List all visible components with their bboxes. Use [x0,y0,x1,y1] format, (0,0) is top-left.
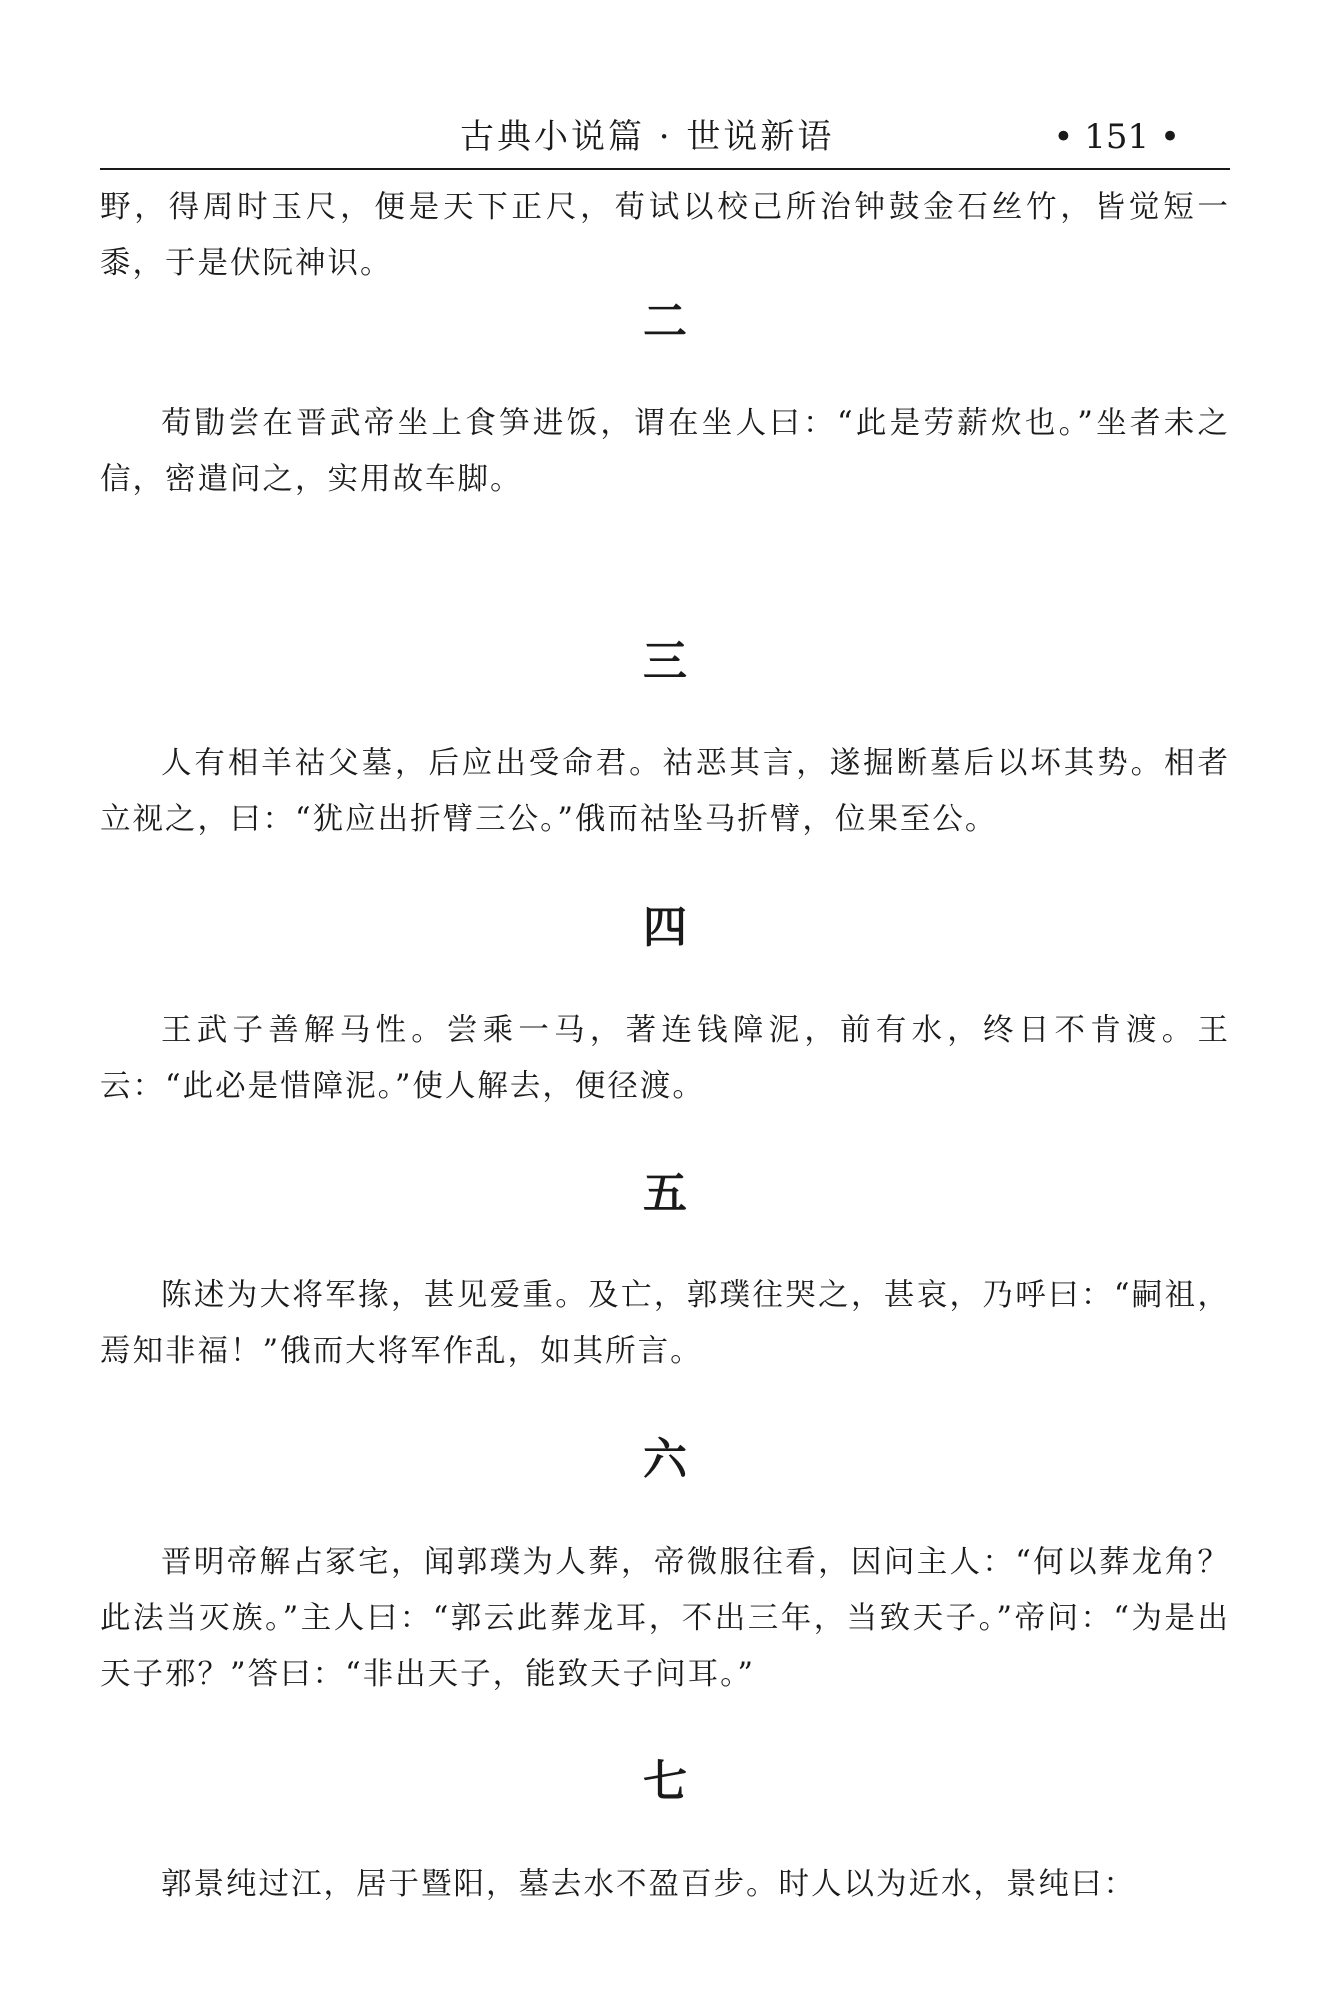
paragraph-6: 晋明帝解占冢宅，闻郭璞为人葬，帝微服往看，因问主人：“何以葬龙角？此法当灭族。”主人曰：“郭云此葬龙耳，不出三年，当致天子。”帝问：“为是出天子邪？”答曰：“非出天子，能致天子问耳。” [100,1545,1230,1692]
paragraph-4: 王武子善解马性。尝乘一马，著连钱障泥，前有水，终日不肯渡。王云：“此必是惜障泥。”使人解去，便径渡。 [100,1013,1230,1104]
paragraph-2: 荀勖尝在晋武帝坐上食笋进饭，谓在坐人曰：“此是劳薪炊也。”坐者未之信，密遣问之，实用故车脚。 [100,406,1230,497]
book-page [100,0,1230,1997]
section-heading-6: 六 [643,1434,687,1485]
section-heading-4: 四 [643,902,687,953]
section-heading-3: 三 [643,636,687,687]
section-heading-5: 五 [643,1168,687,1219]
paragraph-7: 郭景纯过江，居于暨阳，墓去水不盈百步。时人以为近水，景纯曰： [161,1867,1136,1902]
section-heading-7: 七 [643,1756,687,1807]
paragraph-3: 人有相羊祜父墓，后应出受命君。祜恶其言，遂掘断墓后以坏其势。相者立视之，曰：“犹应出折臂三公。”俄而祜坠马折臂，位果至公。 [100,746,1230,837]
page-number: • 151 • [1053,117,1180,157]
header-rule [100,168,1230,170]
paragraph-5: 陈述为大将军掾，甚见爱重。及亡，郭璞往哭之，甚哀，乃呼曰：“嗣祖，焉知非福！”俄而大将军作乱，如其所言。 [100,1278,1230,1369]
running-header [100,112,1230,168]
running-title: 古典小说篇 · 世说新语 [460,117,835,157]
paragraph-continued: 野，得周时玉尺，便是天下正尺，荀试以校己所治钟鼓金石丝竹，皆觉短一黍，于是伏阮神识。 [100,190,1230,281]
section-heading-2: 二 [643,296,687,347]
